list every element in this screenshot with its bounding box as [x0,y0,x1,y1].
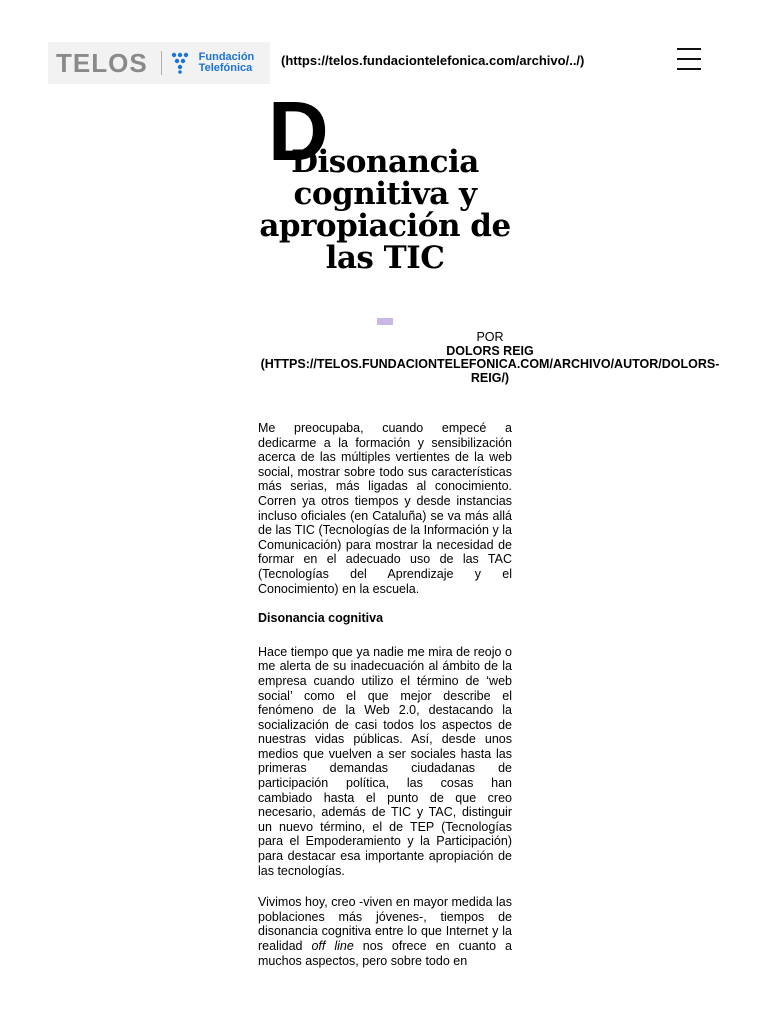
telos-logo: TELOS [56,47,148,78]
paragraph: Hace tiempo que ya nadie me mira de reojo o me alerta de su inadecuación al ámbito de la empresa cuando utilizo el término de ‘web social’ como el que mejor describe el fenómeno de la Web 2.0, destacando la socialización de casi todos los aspectos de nuestras vidas públicas. Así, desde unos medios que vuelven a ser sociales hasta las primeras demandas ciudadanas de participación política, las cosas han cambiado hasta el punto de que creo necesario, además de TIC y TAC, distinguir un nuevo término, el de TEP (Tecnologías para el Empoderamiento y la Participación) para destacar esa importante apropiación de las tecnologías. [258,644,512,878]
partner-line-2: Telefónica [198,62,253,74]
article-title: Disonancia cognitiva y apropiación de las TIC [259,144,511,276]
drop-cap: D [268,84,329,178]
author-link[interactable]: (HTTPS://TELOS.FUNDACIONTELEFONICA.COM/ARCHIVO/AUTOR/DOLORS-REIG/) [260,357,720,385]
article-body [258,421,512,987]
site-logo[interactable] [48,42,270,84]
fundacion-telefonica-wordmark [199,52,255,74]
paragraph-text: nos ofrece en cuanto a muchos aspectos, pero sobre todo en [258,939,512,968]
byline-prefix: POR [476,330,504,344]
menu-bar [677,48,701,50]
archive-link[interactable]: (https://telos.fundaciontelefonica.com/archivo/../) [281,53,585,68]
accent-bar [377,318,393,325]
menu-bar [677,68,701,70]
emphasis-text: off line [311,939,354,953]
menu-bar [677,58,701,60]
paragraph-text: Vivimos hoy, creo -viven en mayor medida las poblaciones más jóvenes-, tiempos de disonancia cognitiva entre lo que Internet y la realidad [258,895,512,953]
author-name: DOLORS REIG [446,343,534,358]
paragraph: Me preocupaba, cuando empecé a dedicarme a la formación y sensibilización acerca de las múltiples vertientes de la web social, mostrar sobre todo sus características más serias, más ligadas al conocimiento. Corren ya otros tiempos y desde instancias incluso oficiales (en Cataluña) se va más allá de las TIC (Tecnologías de la Información y la Comunicación) para mostrar la necesidad de formar en el adecuado uso de las TAC (Tecnologías del Aprendizaje y el Conocimiento) en la escuela. [258,421,512,596]
section-heading: Disonancia cognitiva [258,611,384,626]
paragraph [258,895,512,968]
telefonica-dots-icon [171,52,193,74]
partner-line-1: Fundación [198,51,255,63]
byline [258,331,722,385]
logo-divider [161,51,162,75]
hamburger-menu-icon[interactable] [677,47,701,71]
